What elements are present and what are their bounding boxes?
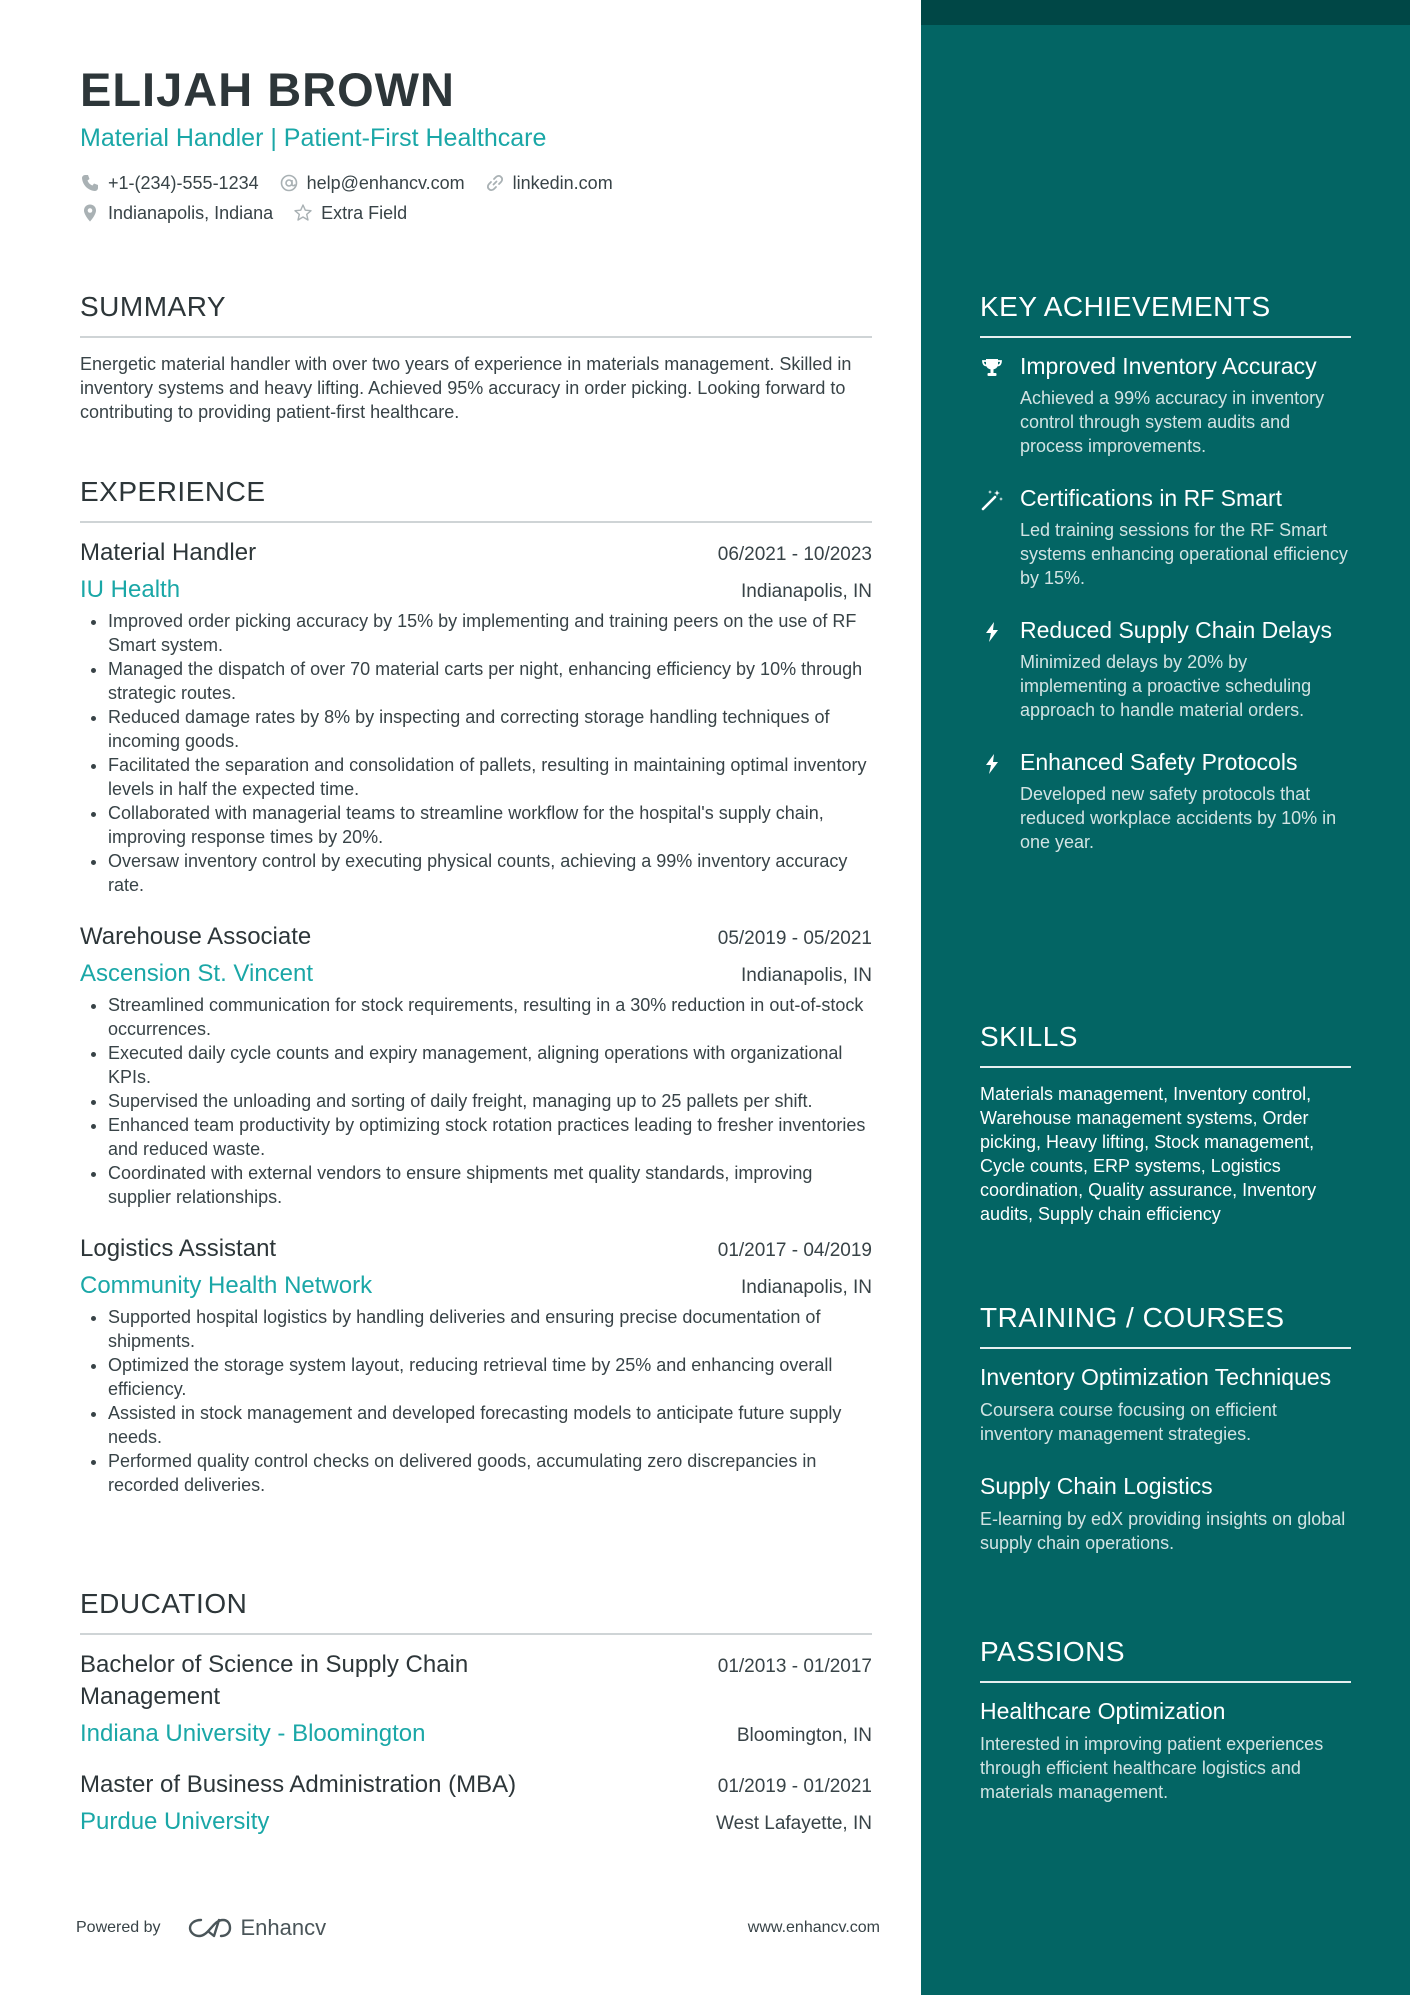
achievement-title: Enhanced Safety Protocols [1020,749,1298,775]
extra-text: Extra Field [321,202,408,223]
sidebar-top-band [921,0,1410,25]
powered-by-label: Powered by [76,1919,161,1936]
trophy-icon [980,352,1020,458]
powered-by [76,1915,326,1941]
job-bullet: • Oversaw inventory control by executing physical counts, achieving a 99% inventory accuracy rate. [108,849,872,897]
experience-section [80,475,872,1497]
summary-heading: SUMMARY [80,290,872,338]
candidate-name: ELIJAH BROWN [80,63,455,116]
achievement-item [980,748,1351,854]
phone-icon [80,173,100,193]
contact-location [80,203,273,224]
degree-title: Bachelor of Science in Supply Chain Management [80,1651,469,1710]
enhancv-logo[interactable] [187,1915,327,1941]
job-bullet: • Assisted in stock management and developed forecasting models to anticipate future supply needs. [108,1401,872,1449]
job-bullet: • Enhanced team productivity by optimizing stock rotation practices leading to fresher inventories and reduced waste. [108,1113,872,1161]
achievements-heading: KEY ACHIEVEMENTS [980,290,1351,338]
job-dates: 06/2021 - 10/2023 [717,544,872,565]
contact-extra [293,203,407,224]
job-bullet: • Performed quality control checks on delivered goods, accumulating zero discrepancies in recorded deliveries. [108,1449,872,1497]
location-text: Indianapolis, Indiana [108,202,274,223]
passions-heading: PASSIONS [980,1635,1351,1683]
degree-title: Master of Business Administration (MBA) [80,1771,517,1798]
achievement-item [980,484,1351,590]
brand-name: Enhancv [240,1915,327,1940]
contact-email[interactable] [279,173,465,194]
location-pin-icon [80,203,100,223]
job-location: Indianapolis, IN [741,581,872,602]
skills-text: Materials management, Inventory control, Warehouse management systems, Order picking, Heavy lifting, Stock management, Cycle counts, ERP systems, Logistics coordination, Quality assurance, Inventory audits, Supply chain efficiency [980,1084,1317,1224]
school-location: Bloomington, IN [736,1725,872,1746]
job-location: Indianapolis, IN [741,1277,872,1298]
job-bullet: • Improved order picking accuracy by 15% by implementing and training peers on the use of RF Smart system. [108,609,872,657]
magic-wand-icon [980,484,1020,590]
email-text: help@enhancv.com [306,172,465,193]
job-bullet: • Supported hospital logistics by handling deliveries and ensuring precise documentation of shipments. [108,1305,872,1353]
resume-header [80,62,872,228]
job-location: Indianapolis, IN [741,965,872,986]
summary-text: Energetic material handler with over two years of experience in materials management. Skilled in inventory systems and heavy lifting. Achieved 95% accuracy in order picking. Looking forward to contributing to providing patient-first healthcare. [80,354,852,422]
lightning-icon [980,616,1020,722]
job-title: Material Handler [80,539,257,566]
job-bullet: • Facilitated the separation and consolidation of pallets, resulting in maintaining optimal inventory levels in half the expected time. [108,753,872,801]
passions-section [980,1635,1351,1804]
training-heading: TRAINING / COURSES [980,1301,1351,1349]
achievements-section [980,290,1351,854]
phone-text: +1-(234)-555-1234 [108,172,259,193]
skills-heading: SKILLS [980,1020,1351,1068]
passion-item [980,1697,1351,1804]
education-entry [80,1769,872,1837]
job-company: Ascension St. Vincent [80,960,314,987]
job-bullets [80,993,872,1209]
job-bullets [80,609,872,897]
contact-row-2 [80,198,872,228]
job-entry [80,921,872,1209]
at-icon [279,173,299,193]
achievement-title: Reduced Supply Chain Delays [1020,617,1332,643]
achievement-item [980,616,1351,722]
achievement-title: Improved Inventory Accuracy [1020,353,1317,379]
job-title: Warehouse Associate [80,923,312,950]
job-company: Community Health Network [80,1272,373,1299]
job-title: Logistics Assistant [80,1235,277,1262]
experience-heading: EXPERIENCE [80,475,872,523]
candidate-headline: Material Handler | Patient-First Healthcare [80,124,547,152]
job-entry [80,1233,872,1497]
job-dates: 01/2017 - 04/2019 [717,1240,872,1261]
job-bullets [80,1305,872,1497]
education-section [80,1587,872,1837]
job-bullet: • Coordinated with external vendors to ensure shipments met quality standards, improving supplier relationships. [108,1161,872,1209]
achievement-desc: Minimized delays by 20% by implementing a proactive scheduling approach to handle material orders. [1020,652,1312,720]
job-dates: 05/2019 - 05/2021 [717,928,872,949]
sidebar-column [921,0,1410,1995]
school-name: Indiana University - Bloomington [80,1720,426,1747]
job-bullet: • Collaborated with managerial teams to streamline workflow for the hospital's supply chain, improving response times by 20%. [108,801,872,849]
course-item [980,1363,1351,1446]
job-bullet: • Reduced damage rates by 8% by inspecting and correcting storage handling techniques of incoming goods. [108,705,872,753]
link-icon [485,173,505,193]
enhancv-logo-icon [187,1916,233,1940]
school-name: Purdue University [80,1808,270,1835]
contact-phone[interactable] [80,173,259,194]
education-entry [80,1649,872,1749]
achievement-item [980,352,1351,458]
job-bullet: • Supervised the unloading and sorting of daily freight, managing up to 25 pallets per shift. [108,1089,872,1113]
achievement-desc: Led training sessions for the RF Smart systems enhancing operational efficiency by 15%. [1020,520,1348,588]
job-entry [80,537,872,897]
linkedin-text: linkedin.com [512,172,613,193]
course-desc: E-learning by edX providing insights on global supply chain operations. [980,1509,1346,1553]
site-link[interactable]: www.enhancv.com [747,1919,880,1936]
achievement-desc: Achieved a 99% accuracy in inventory control through system audits and process improvements. [1020,388,1325,456]
footer [76,1915,880,1941]
lightning-icon [980,748,1020,854]
education-heading: EDUCATION [80,1587,872,1635]
school-location: West Lafayette, IN [716,1813,872,1834]
training-section [980,1301,1351,1555]
education-dates: 01/2019 - 01/2021 [717,1776,872,1797]
education-dates: 01/2013 - 01/2017 [717,1656,872,1677]
job-bullet: • Optimized the storage system layout, reducing retrieval time by 25% and enhancing overall efficiency. [108,1353,872,1401]
job-bullet: • Managed the dispatch of over 70 material carts per night, enhancing efficiency by 10% through strategic routes. [108,657,872,705]
achievement-desc: Developed new safety protocols that reduced workplace accidents by 10% in one year. [1020,784,1337,852]
job-bullet: • Streamlined communication for stock requirements, resulting in a 30% reduction in out-of-stock occurrences. [108,993,872,1041]
course-title: Inventory Optimization Techniques [980,1364,1332,1390]
job-bullet: • Executed daily cycle counts and expiry management, aligning operations with organizational KPIs. [108,1041,872,1089]
summary-section [80,290,872,424]
achievement-title: Certifications in RF Smart [1020,485,1283,511]
passion-title: Healthcare Optimization [980,1698,1226,1724]
course-desc: Coursera course focusing on efficient inventory management strategies. [980,1400,1277,1444]
star-icon [293,203,313,223]
course-item [980,1472,1351,1555]
contact-info [80,168,872,228]
course-title: Supply Chain Logistics [980,1473,1213,1499]
passion-desc: Interested in improving patient experiences through efficient healthcare logistics and materials management. [980,1734,1324,1802]
contact-row-1 [80,168,872,198]
contact-linkedin[interactable] [485,173,613,194]
skills-section [980,1020,1351,1226]
job-company: IU Health [80,576,181,603]
